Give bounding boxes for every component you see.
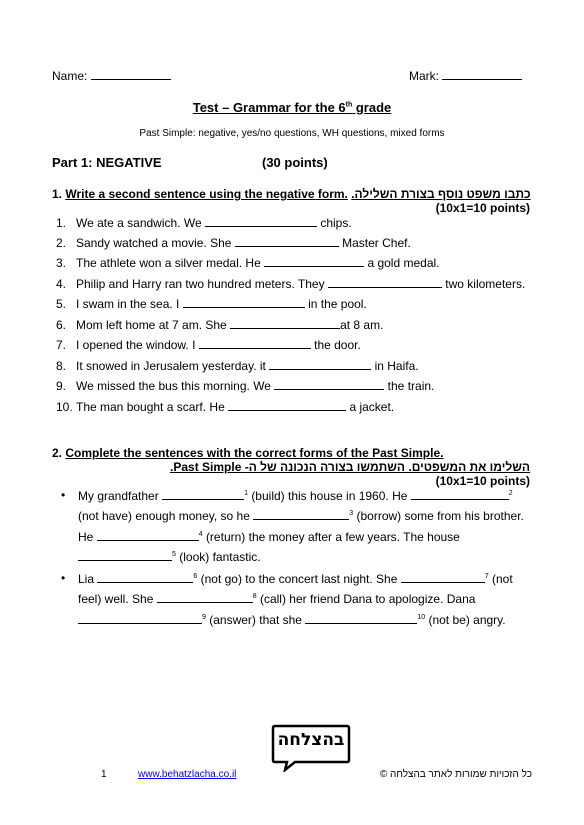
answer-blank[interactable] — [411, 488, 509, 500]
paragraph-line: He $^4$ (return) the money after a few years. The house — [78, 530, 460, 544]
name-label: Name: — [52, 68, 171, 83]
mark-field[interactable] — [442, 68, 522, 80]
paragraph-line: $^5$ (look) fantastic. — [78, 549, 261, 564]
answer-blank[interactable] — [205, 215, 317, 227]
answer-blank[interactable] — [78, 549, 172, 561]
logo-text: בהצלחה — [277, 730, 345, 750]
answer-blank[interactable] — [230, 317, 340, 329]
list-item: 10. The man bought a scarf. He a jacket. — [56, 400, 395, 414]
answer-blank[interactable] — [157, 591, 253, 603]
part1-points: (30 points) — [262, 155, 328, 170]
paragraph-line: Lia $^6$ (not go) to the concert last night. She $^7$ (not — [78, 572, 513, 586]
mark-label: Mark: — [409, 68, 522, 83]
paragraph-line: $^9$ (answer) that she $^{10}$ (not be) angry. — [78, 612, 506, 627]
part1-label: Part 1: NEGATIVE — [52, 155, 162, 170]
site-link[interactable]: www.behatzlacha.co.il — [138, 769, 237, 780]
paragraph-line: My grandfather $^1$ (build) this house in 1960. He $^2$ — [78, 489, 513, 503]
list-item: 3. The athlete won a silver medal. He a gold medal. — [56, 256, 440, 270]
list-item: 1. We ate a sandwich. We chips. — [56, 216, 352, 230]
answer-blank[interactable] — [97, 529, 199, 541]
answer-blank[interactable] — [97, 571, 193, 583]
answer-blank[interactable] — [401, 571, 485, 583]
page-number: 1 — [101, 769, 107, 780]
list-item: 7. I opened the window. I the door. — [56, 338, 361, 352]
list-item: 8. It snowed in Jerusalem yesterday. it in Haifa. — [56, 359, 419, 373]
paragraph-line: (not have) enough money, so he $^3$ (borrow) some from his brother. — [78, 509, 524, 523]
bullet-icon: • — [61, 488, 66, 502]
q1-points: (10x1=10 points) — [435, 201, 530, 215]
list-item: 5. I swam in the sea. I in the pool. — [56, 297, 367, 311]
answer-blank[interactable] — [328, 276, 442, 288]
answer-blank[interactable] — [274, 378, 384, 390]
answer-blank[interactable] — [183, 296, 305, 308]
bullet-icon: • — [61, 571, 66, 585]
q2-hebrew-instruction: השלימו את המשפטים. השתמשו בצורה הנכונה של ה- Past Simple. — [170, 460, 530, 474]
answer-blank[interactable] — [264, 255, 364, 267]
q1-instruction: 1. Write a second sentence using the negative form. כתבו משפט נוסף בצורת השלילה. — [52, 187, 531, 201]
site-logo — [271, 724, 351, 772]
list-item: 4. Philip and Harry ran two hundred meters. They two kilometers. — [56, 277, 526, 291]
answer-blank[interactable] — [305, 612, 417, 624]
copyright-text: כל הזכויות שמורות לאתר בהצלחה © — [379, 769, 532, 780]
answer-blank[interactable] — [269, 358, 371, 370]
answer-blank[interactable] — [199, 337, 311, 349]
answer-blank[interactable] — [253, 508, 349, 520]
list-item: 6. Mom left home at 7 am. She at 8 am. — [56, 318, 384, 332]
paragraph-line: feel) well. She $^8$ (call) her friend Dana to apologize. Dana — [78, 592, 476, 606]
answer-blank[interactable] — [228, 399, 346, 411]
q2-points: (10x1=10 points) — [435, 474, 530, 488]
list-item: 2. Sandy watched a movie. She Master Chef. — [56, 236, 411, 250]
list-item: 9. We missed the bus this morning. We the train. — [56, 379, 435, 393]
name-field[interactable] — [91, 68, 171, 80]
page-subtitle: Past Simple: negative, yes/no questions, WH questions, mixed forms — [139, 128, 445, 139]
answer-blank[interactable] — [162, 488, 244, 500]
page-title: Test – Grammar for the 6th grade — [192, 100, 392, 115]
answer-blank[interactable] — [78, 612, 202, 624]
answer-blank[interactable] — [235, 235, 339, 247]
q2-instruction: 2. Complete the sentences with the correct forms of the Past Simple. — [52, 446, 444, 460]
